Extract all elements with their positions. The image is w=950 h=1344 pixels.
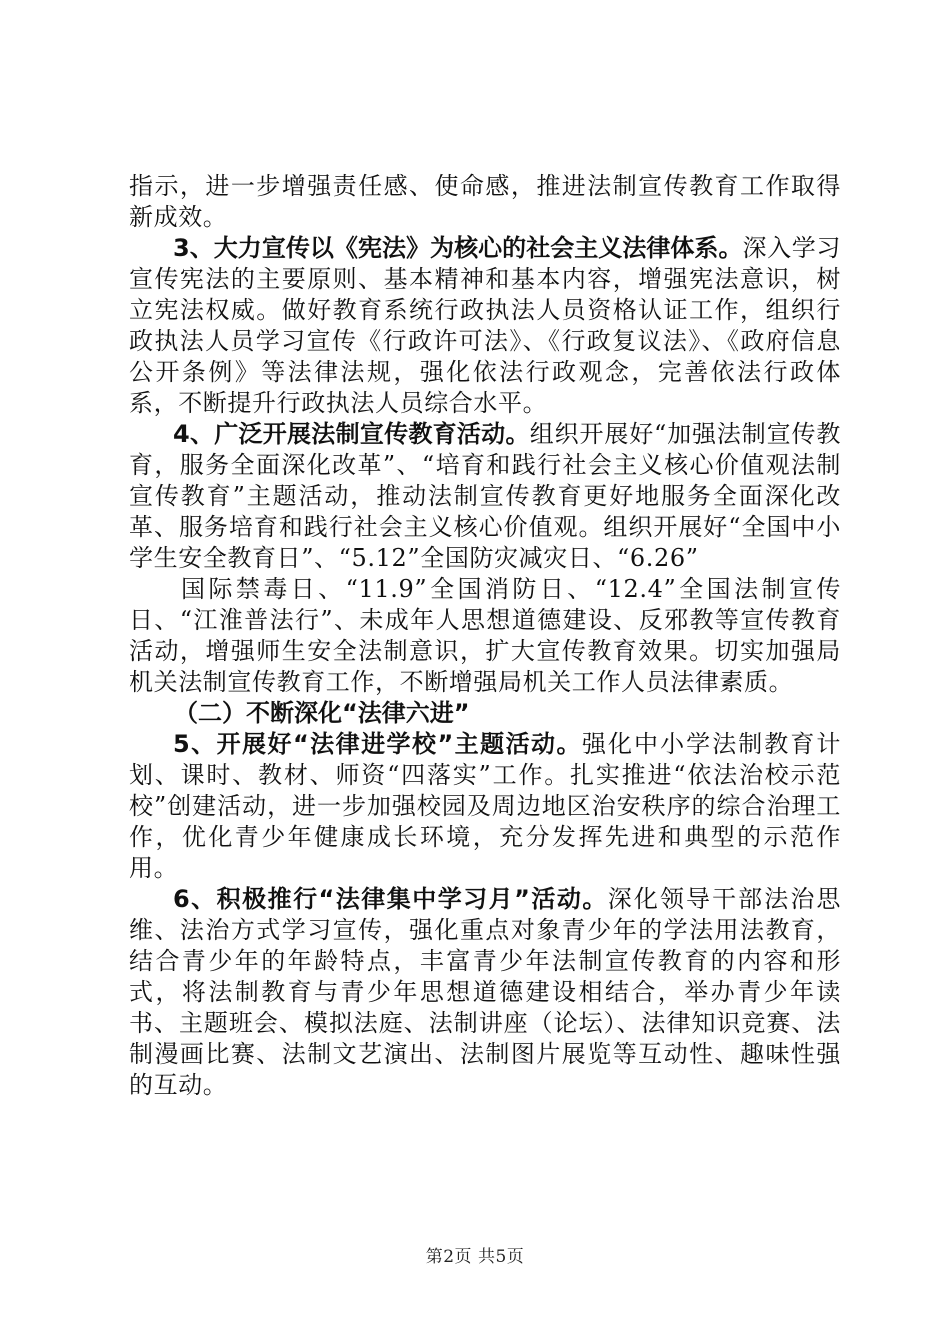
paragraph-text: 指示，进一步增强责任感、使命感，推进法制宣传教育工作取得新成效。 <box>129 172 841 231</box>
paragraph-text: 深入学习宣传宪法的主要原则、基本精神和基本内容，增强宪法意识，树立宪法权威。做好教育系统行政执法人员资格认证工作，组织行政执法人员学习宣传《行政许可法》、《行政复议法》、《政府信息公开条例》等法律法规，强化依法行政观念，完善依法行政体系，不断提升行政执法人员综合水平。 <box>129 234 841 417</box>
paragraph-text: 国际禁毒日、“11.9”全国消防日、“12.4”全国法制宣传日、“江淮普法行”、未成年人思想道德建设、反邪教等宣传教育活动，增强师生安全法制意识，扩大宣传教育效果。切实加强局机关法制宣传教育工作，不断增强局机关工作人员法律素质。 <box>129 575 841 696</box>
paragraph-continuation <box>129 574 841 698</box>
paragraph-item-6 <box>129 884 841 1101</box>
paragraph-text: 组织开展好“加强法制宣传教育，服务全面深化改革”、“培育和践行社会主义核心价值观法制宣传教育”主题活动，推动法制宣传教育更好地服务全面深化改革、服务培育和践行社会主义核心价值观。组织开展好“全国中小学生安全教育日”、“5.12”全国防灾减灾日、“6.26” <box>129 420 841 572</box>
paragraph-item-3 <box>129 233 841 419</box>
paragraph-continuation <box>129 171 841 233</box>
item-heading: 3、大力宣传以《宪法》为核心的社会主义法律体系。 <box>173 234 743 262</box>
item-heading: 4、广泛开展法制宣传教育活动。 <box>173 420 530 448</box>
paragraph-text: 强化中小学法制教育计划、课时、教材、师资“四落实”工作。扎实推进“依法治校示范校”创建活动，进一步加强校园及周边地区治安秩序的综合治理工作，优化青少年健康成长环境，充分发挥先进和典型的示范作用。 <box>129 730 842 882</box>
section-heading: （二）不断深化“法律六进” <box>174 699 470 727</box>
paragraph-item-4 <box>129 419 841 574</box>
document-body <box>129 171 841 1101</box>
item-heading: 6、积极推行“法律集中学习月”活动。 <box>173 885 608 913</box>
paragraph-item-5 <box>129 729 841 884</box>
item-heading: 5、开展好“法律进学校”主题活动。 <box>173 730 582 758</box>
page-number-footer: 第2页 共5页 <box>425 1247 525 1267</box>
paragraph-text: 深化领导干部法治思维、法治方式学习宣传，强化重点对象青少年的学法用法教育，结合青少年的年龄特点，丰富青少年法制宣传教育的内容和形式，将法制教育与青少年思想道德建设相结合，举办青少年读书、主题班会、模拟法庭、法制讲座（论坛）、法律知识竞赛、法制漫画比赛、法制文艺演出、法制图片展览等互动性、趣味性强的互动。 <box>129 885 841 1099</box>
